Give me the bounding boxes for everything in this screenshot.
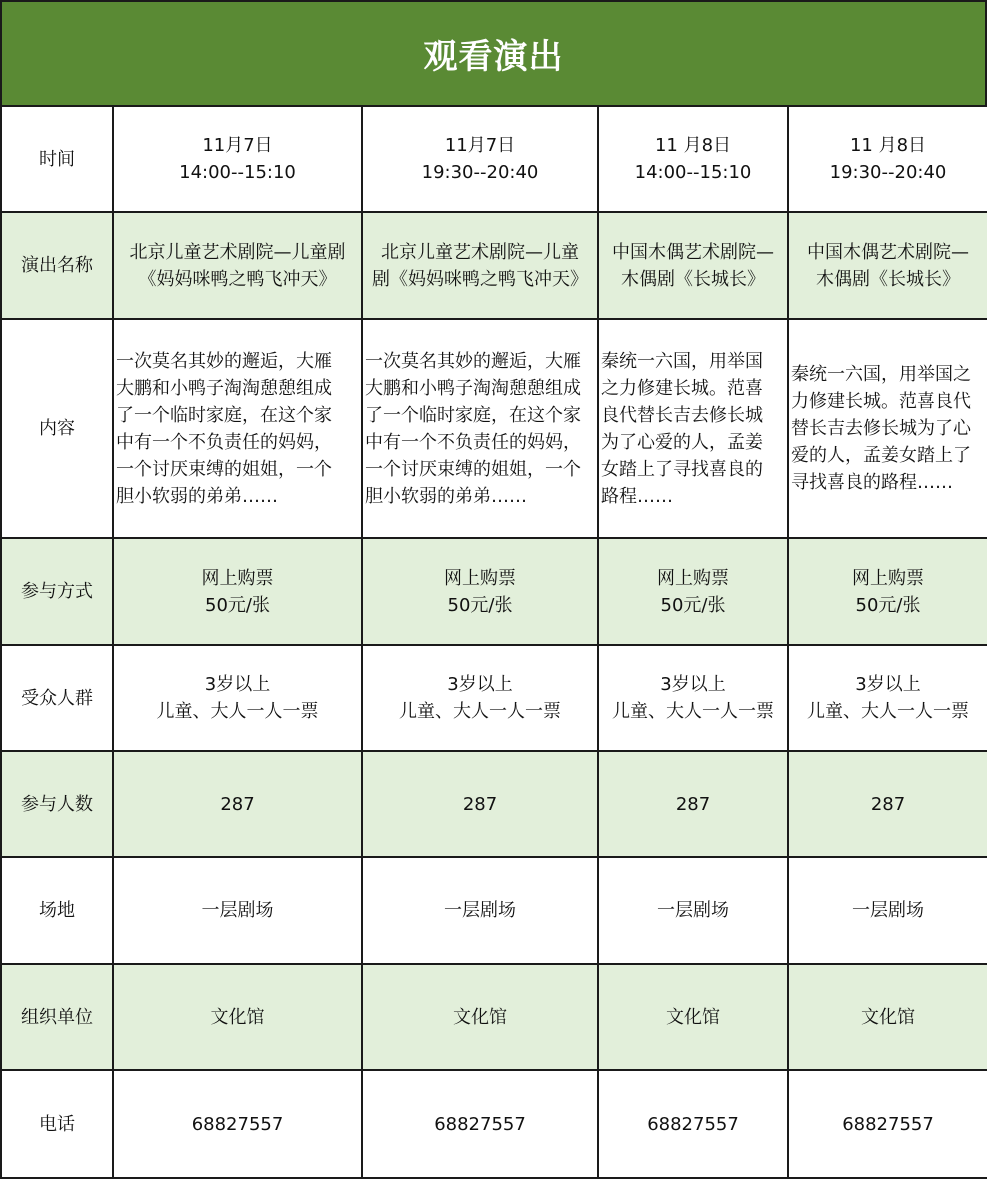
show-name-cell [598,212,788,319]
content-line: 女踏上了寻找喜良的 [601,458,763,480]
organizer-cell: 文化馆 [362,964,598,1070]
time-date: 11 月8日 [849,135,927,156]
count-cell: 287 [788,751,987,857]
venue-cell: 一层剧场 [362,857,598,964]
row-label-content: 内容 [1,319,113,538]
content-line: 胆小软弱的弟弟…… [116,485,278,507]
time-cell [113,106,362,212]
content-line: 秦统一六国，用举国 [601,350,763,372]
method-text: 网上购票 [444,567,516,589]
audience-cell [362,645,598,751]
method-text: 网上购票 [201,567,274,589]
show-name-cell [113,212,362,319]
content-line: 一个讨厌束缚的姐姐，一个 [116,458,332,480]
ticket-rule-text: 儿童、大人一人一票 [399,701,561,722]
venue-cell: 一层剧场 [113,857,362,964]
time-cell [788,106,987,212]
phone-cell: 68827557 [788,1070,987,1178]
time-date: 11 月8日 [654,135,732,156]
method-text: 网上购票 [852,567,924,589]
content-line: 胆小软弱的弟弟…… [365,485,527,507]
row-label-count: 参与人数 [1,751,113,857]
row-count [1,751,987,857]
content-line: 为了心爱的人，孟姜 [601,431,763,453]
row-label-name: 演出名称 [1,212,113,319]
show-name-line: 北京儿童艺术剧院—儿童剧 [129,241,346,263]
content-line: 了一个临时家庭，在这个家 [365,404,581,426]
time-cell [598,106,788,212]
age-text: 3岁以上 [855,674,921,695]
content-line: 路程…… [601,485,673,507]
row-content [1,319,987,538]
row-label-method: 参与方式 [1,538,113,645]
content-line: 大鹏和小鸭子淘淘憩憩组成 [116,377,332,399]
organizer-cell: 文化馆 [788,964,987,1070]
organizer-cell: 文化馆 [113,964,362,1070]
content-cell [113,319,362,538]
show-name-cell [788,212,987,319]
content-line: 力修建长城。范喜良代 [791,391,971,412]
show-name-line: 木偶剧《长城长》 [816,268,960,290]
price-text: 50元/张 [855,594,921,616]
ticket-rule-text: 儿童、大人一人一票 [156,701,319,722]
venue-cell: 一层剧场 [788,857,987,964]
time-date: 11月7日 [444,135,516,156]
method-cell [362,538,598,645]
content-line: 中有一个不负责任的妈妈， [365,431,581,453]
price-text: 50元/张 [447,594,513,616]
ticket-rule-text: 儿童、大人一人一票 [807,701,969,722]
content-line: 替长吉去修长城为了心 [791,418,971,439]
content-line: 了一个临时家庭，在这个家 [116,404,332,426]
show-name-line: 北京儿童艺术剧院—儿童 [381,241,579,263]
row-organizer [1,964,987,1070]
row-label-time: 时间 [1,106,113,212]
content-line: 一个讨厌束缚的姐姐，一个 [365,458,581,480]
row-audience [1,645,987,751]
age-text: 3岁以上 [204,674,271,695]
row-name [1,212,987,319]
content-line: 之力修建长城。范喜 [601,377,763,399]
method-cell [788,538,987,645]
method-cell [113,538,362,645]
organizer-cell: 文化馆 [598,964,788,1070]
age-text: 3岁以上 [660,674,726,695]
phone-cell: 68827557 [362,1070,598,1178]
show-name-line: 木偶剧《长城长》 [621,268,765,290]
price-text: 50元/张 [205,594,270,616]
count-cell: 287 [362,751,598,857]
audience-cell [788,645,987,751]
performance-table [0,105,987,1179]
audience-cell [598,645,788,751]
row-venue [1,857,987,964]
row-label-audience: 受众人群 [1,645,113,751]
content-line: 中有一个不负责任的妈妈， [116,431,332,453]
row-phone [1,1070,987,1178]
phone-cell: 68827557 [113,1070,362,1178]
time-range: 14:00--15:10 [179,162,296,183]
ticket-rule-text: 儿童、大人一人一票 [612,701,774,722]
time-cell [362,106,598,212]
content-line: 良代替长吉去修长城 [601,404,763,426]
show-name-line: 剧《妈妈咪鸭之鸭飞冲天》 [372,268,588,290]
row-time [1,106,987,212]
row-label-phone: 电话 [1,1070,113,1178]
content-cell [362,319,598,538]
age-text: 3岁以上 [447,674,513,695]
content-line: 一次莫名其妙的邂逅，大雁 [116,350,332,372]
count-cell: 287 [598,751,788,857]
time-range: 19:30--20:40 [421,162,539,183]
content-line: 爱的人，孟姜女踏上了 [791,445,971,466]
content-cell [598,319,788,538]
time-date: 11月7日 [202,135,273,156]
time-range: 14:00--15:10 [634,162,752,183]
time-range: 19:30--20:40 [829,162,947,183]
price-text: 50元/张 [660,594,726,616]
content-line: 秦统一六国，用举国之 [791,364,971,385]
phone-cell: 68827557 [598,1070,788,1178]
show-name-line: 《妈妈咪鸭之鸭飞冲天》 [138,268,337,290]
venue-cell: 一层剧场 [598,857,788,964]
count-cell: 287 [113,751,362,857]
show-name-line: 中国木偶艺术剧院— [807,241,969,263]
show-name-line: 中国木偶艺术剧院— [612,241,774,263]
row-label-venue: 场地 [1,857,113,964]
content-line: 寻找喜良的路程…… [791,472,953,493]
audience-cell [113,645,362,751]
sheet-title: 观看演出 [0,0,987,107]
row-label-organizer: 组织单位 [1,964,113,1070]
content-cell [788,319,987,538]
row-method [1,538,987,645]
show-name-cell [362,212,598,319]
method-text: 网上购票 [657,567,729,589]
content-line: 一次莫名其妙的邂逅，大雁 [365,350,581,372]
content-line: 大鹏和小鸭子淘淘憩憩组成 [365,377,581,399]
method-cell [598,538,788,645]
